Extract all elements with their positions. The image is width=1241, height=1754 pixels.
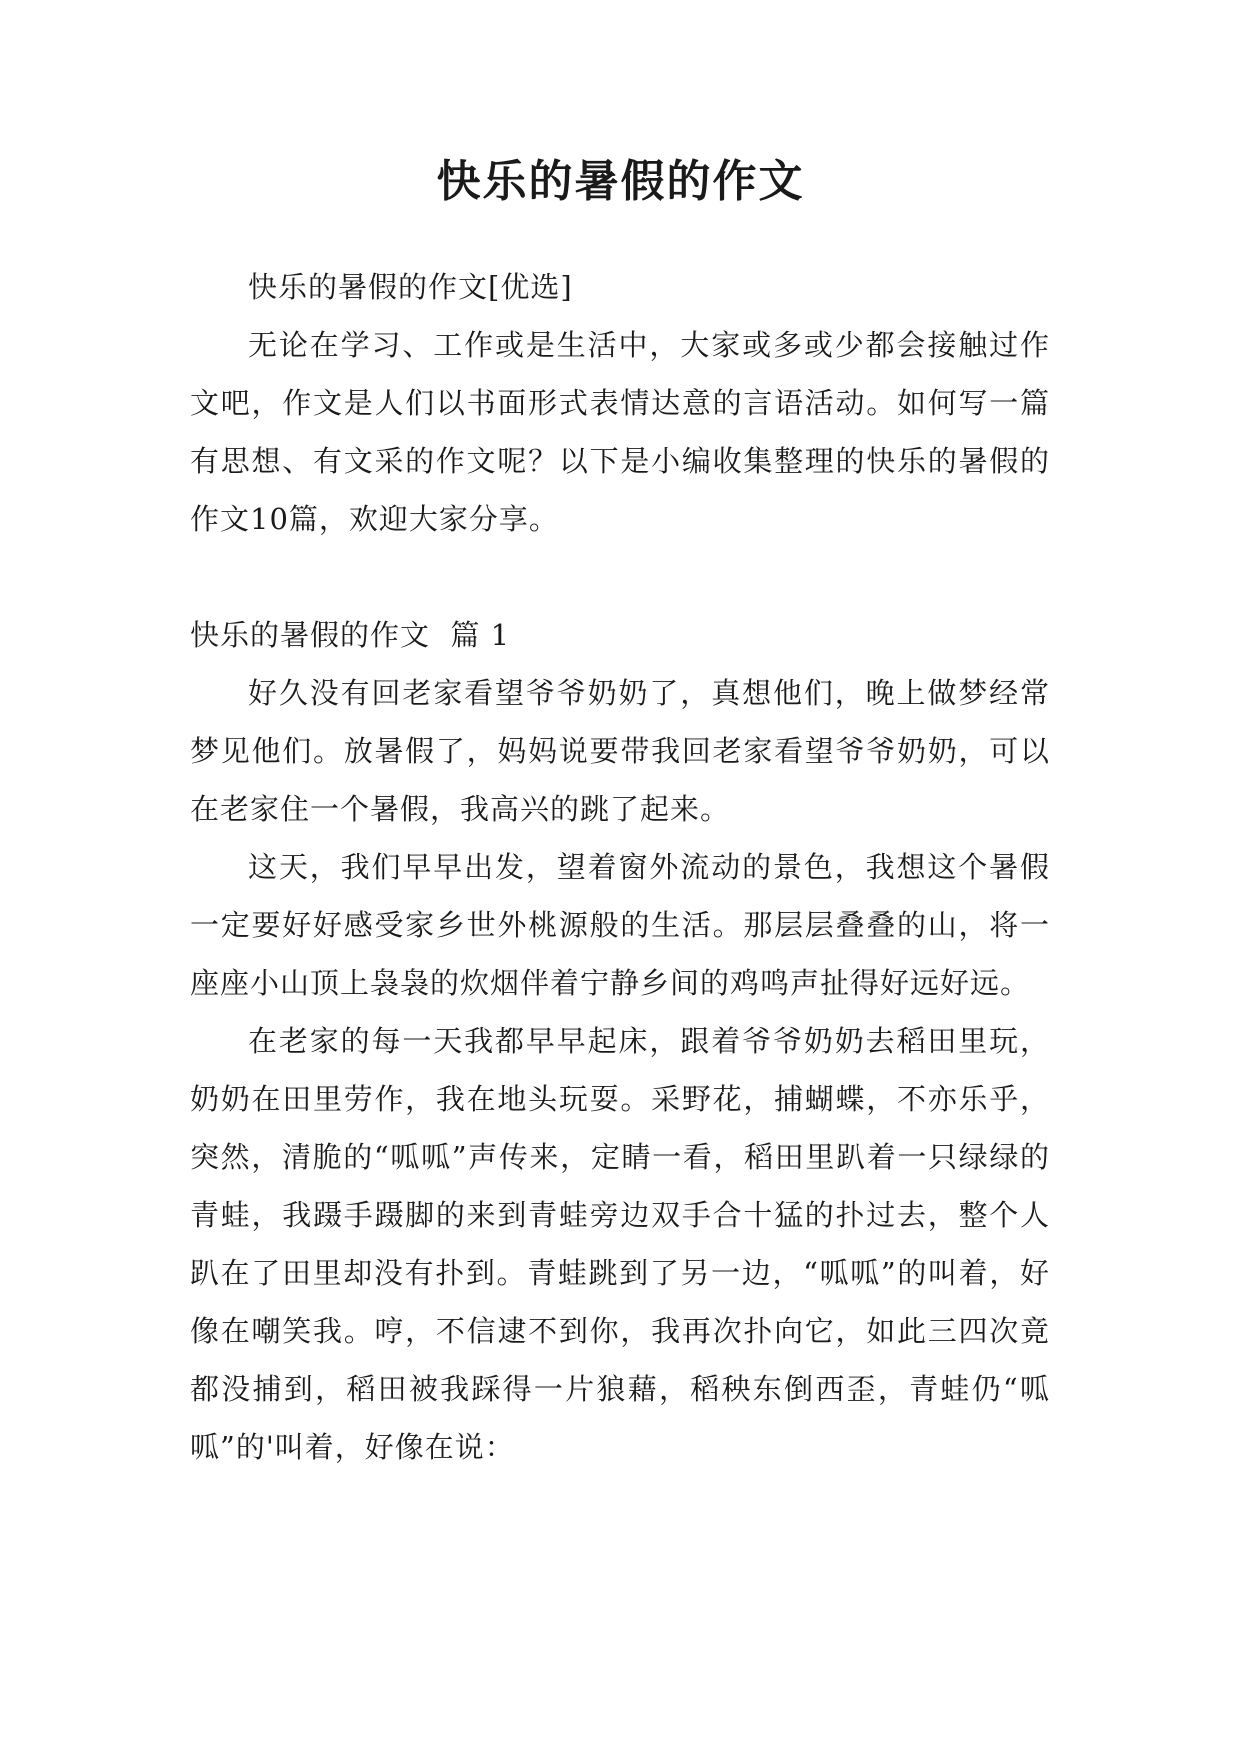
section-paragraph-3: 在老家的每一天我都早早起床，跟着爷爷奶奶去稻田里玩，奶奶在田里劳作，我在地头玩耍。采野花，捕蝴蝶，不亦乐乎，突然，清脆的“呱呱”声传来，定睛一看，稻田里趴着一只绿绿的青蛙，我蹑手蹑脚的来到青蛙旁边双手合十猛的扑过去，整个人趴在了田里却没有扑到。青蛙跳到了另一边，“呱呱”的叫着，好像在嘲笑我。哼，不信逮不到你，我再次扑向它，如此三四次竟都没捕到，稻田被我踩得一片狼藉，稻秧东倒西歪，青蛙仍“呱呱”的'叫着，好像在说： <box>190 1024 1050 1464</box>
section-spacer <box>190 548 1050 606</box>
intro-subtitle: 快乐的暑假的作文[优选] <box>248 270 573 304</box>
section-heading: 快乐的暑假的作文 篇 1 <box>190 618 511 652</box>
section-paragraph-2: 这天，我们早早出发，望着窗外流动的景色，我想这个暑假一定要好好感受家乡世外桃源般的生活。那层层叠叠的山，将一座座小山顶上袅袅的炊烟伴着宁静乡间的鸡鸣声扯得好远好远。 <box>190 850 1050 1000</box>
section-paragraph-1: 好久没有回老家看望爷爷奶奶了，真想他们，晚上做梦经常梦见他们。放暑假了，妈妈说要带我回老家看望爷爷奶奶，可以在老家住一个暑假，我高兴的跳了起来。 <box>190 676 1050 826</box>
document-title: 快乐的暑假的作文 <box>436 156 805 207</box>
intro-paragraph: 无论在学习、工作或是生活中，大家或多或少都会接触过作文吧，作文是人们以书面形式表情达意的言语活动。如何写一篇有思想、有文采的作文呢？以下是小编收集整理的快乐的暑假的作文10篇，欢迎大家分享。 <box>190 328 1050 536</box>
document-body <box>190 258 1050 1476</box>
